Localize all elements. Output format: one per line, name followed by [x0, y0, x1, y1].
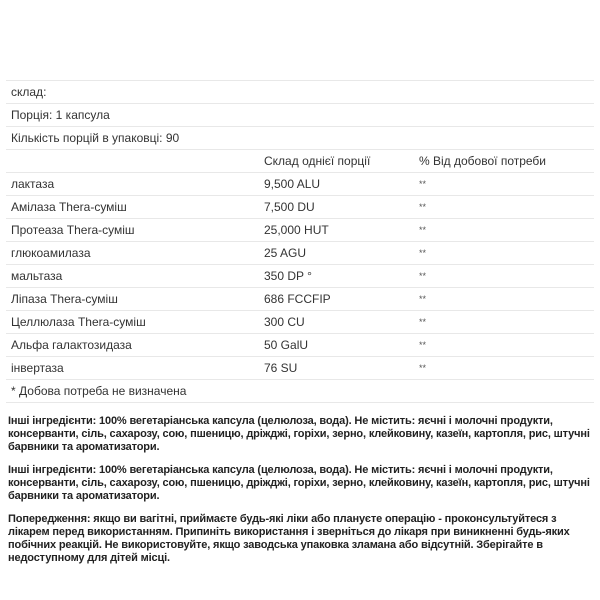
table-row	[6, 288, 594, 311]
serving-size-row	[6, 104, 594, 127]
ingredient-amount: 300 CU	[259, 311, 414, 334]
ingredient-amount: 76 SU	[259, 357, 414, 380]
ingredient-name: мальтаза	[6, 265, 259, 288]
table-row	[6, 196, 594, 219]
ingredient-name: лактаза	[6, 173, 259, 196]
ingredient-name: Целлюлаза Thera-суміш	[6, 311, 259, 334]
column-header-name	[6, 150, 259, 173]
ingredient-amount: 25 AGU	[259, 242, 414, 265]
ingredient-amount: 7,500 DU	[259, 196, 414, 219]
ingredient-name: Протеаза Thera-суміш	[6, 219, 259, 242]
ingredient-daily-value: **	[414, 242, 594, 265]
ingredient-amount: 50 GalU	[259, 334, 414, 357]
ingredient-daily-value: **	[414, 173, 594, 196]
table-row	[6, 242, 594, 265]
table-row	[6, 265, 594, 288]
supplement-facts-section	[6, 80, 594, 565]
composition-row	[6, 81, 594, 104]
servings-per-container-label: Кількість порцій в упаковці: 90	[6, 127, 594, 150]
column-header-daily-value: % Від добової потреби	[414, 150, 594, 173]
ingredient-daily-value: **	[414, 219, 594, 242]
ingredient-amount: 686 FCCFIP	[259, 288, 414, 311]
ingredient-name: глюкоамилаза	[6, 242, 259, 265]
other-ingredients-paragraph: Інші інгредієнти: 100% вегетаріанська капсула (целюлоза, вода). Не містить: яєчні і молочні продукти, консерванти, сіль, сахарозу, сою, пшеницю, дріжджі, горіхи, зерно, клейковину, казеїн, картопля, рис, штучні барвники та ароматизатори.	[8, 415, 590, 453]
ingredient-name: інвертаза	[6, 357, 259, 380]
ingredient-amount: 350 DP °	[259, 265, 414, 288]
composition-label: склад:	[6, 81, 594, 104]
footnote-row	[6, 380, 594, 403]
table-row	[6, 219, 594, 242]
ingredient-daily-value: **	[414, 311, 594, 334]
table-row	[6, 311, 594, 334]
supplement-facts-table	[6, 80, 594, 403]
servings-per-container-row	[6, 127, 594, 150]
ingredient-daily-value: **	[414, 288, 594, 311]
table-row	[6, 334, 594, 357]
ingredient-daily-value: **	[414, 334, 594, 357]
ingredient-daily-value: **	[414, 196, 594, 219]
warning-paragraph: Попередження: якщо ви вагітні, приймаєте будь-які ліки або плануєте операцію - проконсультуйтеся з лікарем перед використанням. Припиніть використання і зверніться до лікаря при виникненні будь-яких побічних реакцій. Не використовуйте, якщо заводська упаковка зламана або відсутній. Зберігайте в недоступному для дітей місці.	[8, 513, 570, 564]
ingredient-amount: 25,000 HUT	[259, 219, 414, 242]
column-header-amount: Склад однієї порції	[259, 150, 414, 173]
other-ingredients-paragraph-duplicate: Інші інгредієнти: 100% вегетаріанська капсула (целюлоза, вода). Не містить: яєчні і молочні продукти, консерванти, сіль, сахарозу, сою, пшеницю, дріжджі, горіхи, зерно, клейковину, казеїн, картопля, рис, штучні барвники та ароматизатори.	[8, 464, 590, 502]
footnote: * Добова потреба не визначена	[6, 380, 594, 403]
serving-size-label: Порція: 1 капсула	[6, 104, 594, 127]
ingredient-daily-value: **	[414, 265, 594, 288]
table-row	[6, 173, 594, 196]
ingredient-name: Альфа галактозидаза	[6, 334, 259, 357]
ingredient-daily-value: **	[414, 357, 594, 380]
ingredient-name: Ліпаза Thera-суміш	[6, 288, 259, 311]
table-row	[6, 357, 594, 380]
ingredient-amount: 9,500 ALU	[259, 173, 414, 196]
column-header-row	[6, 150, 594, 173]
ingredient-name: Амілаза Thera-суміш	[6, 196, 259, 219]
